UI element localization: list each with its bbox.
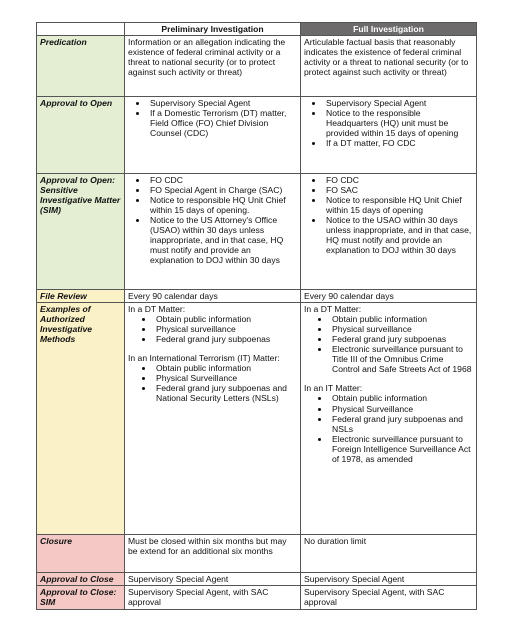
cell-text: No duration limit <box>304 536 367 547</box>
row-label: Approval to Close <box>37 573 125 586</box>
header-blank-cell <box>37 23 125 36</box>
row-approval-to-open <box>37 97 477 174</box>
list-item: • Federal grand jury subpoenas and National Security Letters (NSLs) <box>154 383 297 403</box>
list-item: • If a Domestic Terrorism (DT) matter, Field Office (FO) Chief Division Counsel (CDC) <box>148 108 297 138</box>
list-item: • Obtain public information <box>330 314 473 324</box>
row-label: Examples of Authorized Investigative Methods <box>37 303 125 535</box>
list-item: • Physical Surveillance <box>154 373 297 383</box>
list-item: • FO CDC <box>148 175 297 185</box>
full-cell <box>301 303 477 535</box>
preliminary-cell <box>125 303 301 535</box>
it-intro: In an International Terrorism (IT) Matter: <box>128 353 280 364</box>
preliminary-cell <box>125 97 301 174</box>
full-cell <box>301 290 477 303</box>
cell-text: Supervisory Special Agent <box>304 574 405 585</box>
bullet-list <box>304 98 473 148</box>
list-item: • Federal grand jury subpoenas <box>154 334 297 344</box>
cell-text: Every 90 calendar days <box>128 291 218 302</box>
list-item: • Notice to the US Attorney's Office (USAO) within 30 days unless inappropriate, and in that case, HQ must notify and provide an explanation to DOJ within 30 days <box>148 215 297 265</box>
list-item: • Physical Surveillance <box>330 404 473 414</box>
list-item: • FO SAC <box>324 185 473 195</box>
bullet-list <box>128 98 297 138</box>
spacer <box>304 374 473 383</box>
list-item: • Federal grand jury subpoenas <box>330 334 473 344</box>
preliminary-cell <box>125 535 301 573</box>
it-intro: In an IT Matter: <box>304 383 363 394</box>
row-label: Approval to Open <box>37 97 125 174</box>
list-item: • Notice to the responsible Headquarters (HQ) unit must be provided within 15 days of opening <box>324 108 473 138</box>
list-item: • If a DT matter, FO CDC <box>324 138 473 148</box>
cell-text: Every 90 calendar days <box>304 291 394 302</box>
bullet-list <box>304 175 473 255</box>
full-cell <box>301 174 477 290</box>
list-item: • Supervisory Special Agent <box>148 98 297 108</box>
list-item: • Obtain public information <box>154 314 297 324</box>
row-label: Closure <box>37 535 125 573</box>
bullet-list <box>304 393 473 463</box>
row-approval-to-close <box>37 573 477 586</box>
cell-text: Articulable factual basis that reasonably indicates the existence of federal criminal activity or a threat to national security (or to protect against such activity or threat) <box>304 37 469 78</box>
row-approval-to-open-sim <box>37 174 477 290</box>
dt-intro: In a DT Matter: <box>128 304 186 315</box>
row-predication <box>37 36 477 97</box>
list-item: • Electronic surveillance pursuant to Foreign Intelligence Surveillance Act of 1978, as amended <box>330 434 473 464</box>
preliminary-cell <box>125 586 301 610</box>
row-examples <box>37 303 477 535</box>
list-item: • Notice to the USAO within 30 days unless inappropriate, and in that case, HQ must notify and provide an explanation to DOJ within 30 days <box>324 215 473 255</box>
row-label: File Review <box>37 290 125 303</box>
dt-intro: In a DT Matter: <box>304 304 362 315</box>
cell-text: Information or an allegation indicating the existence of federal criminal activity or a threat to national security (or to protect against such activity or threat) <box>128 37 286 78</box>
list-item: • FO Special Agent in Charge (SAC) <box>148 185 297 195</box>
row-label: Approval to Open: Sensitive Investigative Matter (SIM) <box>37 174 125 290</box>
list-item: • Notice to responsible HQ Unit Chief within 15 days of opening <box>324 195 473 215</box>
cell-text: Supervisory Special Agent <box>128 574 229 585</box>
list-item: • Notice to responsible HQ Unit Chief within 15 days of opening. <box>148 195 297 215</box>
spacer <box>128 344 297 353</box>
cell-text: Supervisory Special Agent, with SAC approval <box>128 587 269 608</box>
preliminary-cell <box>125 36 301 97</box>
preliminary-cell <box>125 174 301 290</box>
list-item: • Physical surveillance <box>154 324 297 334</box>
bullet-list <box>128 314 297 344</box>
header-row <box>37 23 477 36</box>
list-item: • Federal grand jury subpoenas and NSLs <box>330 414 473 434</box>
list-item: • Obtain public information <box>330 393 473 403</box>
row-approval-to-close-sim <box>37 586 477 610</box>
full-cell <box>301 535 477 573</box>
full-cell <box>301 586 477 610</box>
cell-text: Supervisory Special Agent, with SAC approval <box>304 587 445 608</box>
list-item: • Physical surveillance <box>330 324 473 334</box>
preliminary-cell <box>125 290 301 303</box>
row-file-review <box>37 290 477 303</box>
preliminary-cell <box>125 573 301 586</box>
row-label: Predication <box>37 36 125 97</box>
full-cell <box>301 97 477 174</box>
bullet-list <box>304 314 473 374</box>
list-item: • Supervisory Special Agent <box>324 98 473 108</box>
list-item: • FO CDC <box>324 175 473 185</box>
full-cell <box>301 573 477 586</box>
list-item: • Electronic surveillance pursuant to Title III of the Omnibus Crime Control and Safe Streets Act of 1968 <box>330 344 473 374</box>
list-item: • Obtain public information <box>154 363 297 373</box>
bullet-list <box>128 363 297 403</box>
row-label: Approval to Close: SIM <box>37 586 125 610</box>
header-full: Full Investigation <box>301 23 477 36</box>
row-closure <box>37 535 477 573</box>
full-cell <box>301 36 477 97</box>
header-preliminary: Preliminary Investigation <box>125 23 301 36</box>
cell-text: Must be closed within six months but may be extend for an additional six months <box>128 536 287 557</box>
investigation-comparison-table <box>36 22 477 610</box>
bullet-list <box>128 175 297 265</box>
